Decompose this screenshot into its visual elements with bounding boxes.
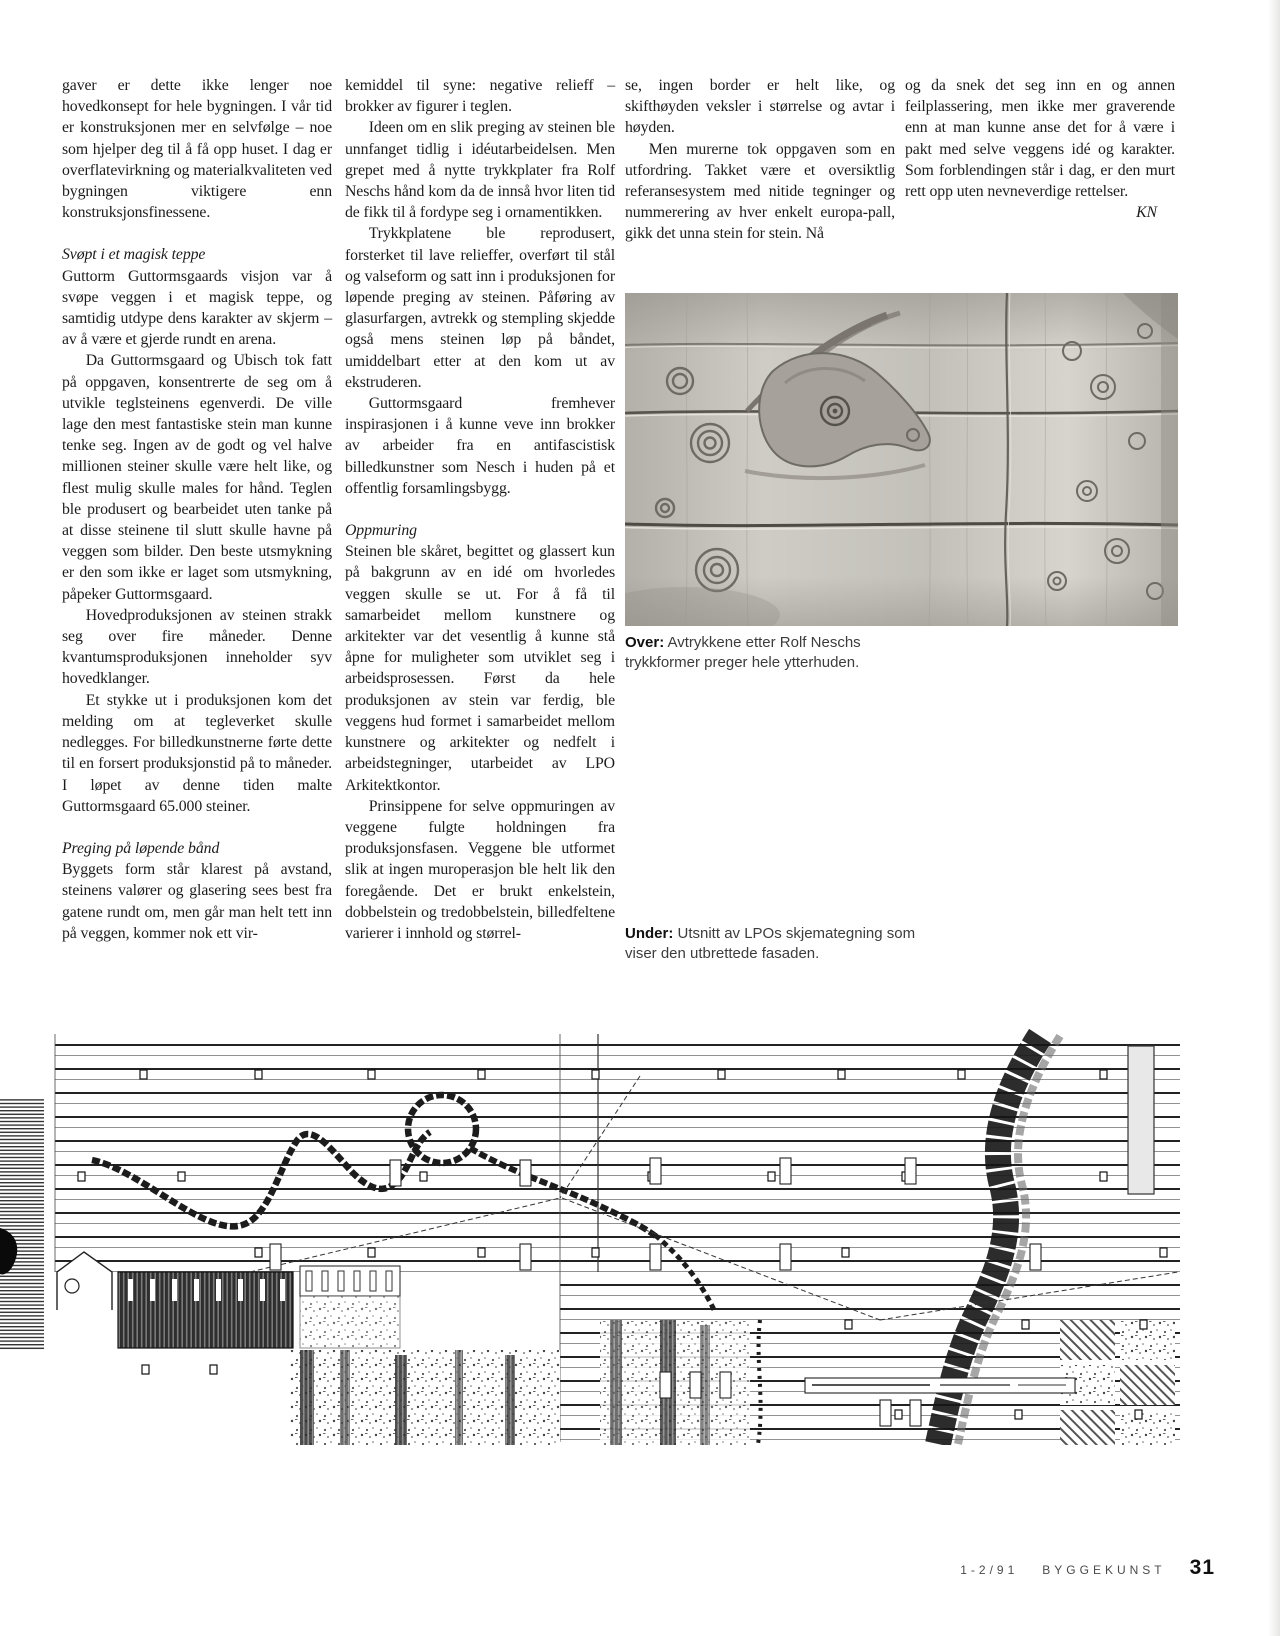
text-column-3 xyxy=(625,75,895,245)
relief-photo xyxy=(625,293,1178,626)
caption-over-text: Avtrykkene etter Rolf Neschs trykkformer preger hele ytterhuden. xyxy=(625,634,861,671)
section-heading: Oppmuring xyxy=(345,522,417,540)
caption-over-label: Over: xyxy=(625,634,665,651)
footer-issue: 1-2/91 xyxy=(960,1563,1019,1577)
paragraph: Byggets form står klarest på avstand, steinens valører og glasering sees best fra gatene rundt om, men går man helt tett inn på veggen, kommer nok ett vir- xyxy=(62,861,332,942)
paragraph: Et stykke ut i produksjonen kom det melding om at tegleverket skulle nedlegges. For billedkunstnerne førte dette til en forsert produksjonstid på to måneder. I løpet av denne tiden malte Guttormsgaard 65.000 steiner. xyxy=(62,691,332,815)
text-column-1 xyxy=(62,75,332,944)
caption-under xyxy=(625,924,925,964)
paragraph: kemiddel til syne: negative relieff – brokker av figurer i teglen. xyxy=(345,77,615,116)
paragraph: og da snek det seg inn en og annen feilplassering, men ikke mer graverende enn at man kunne anse det for å være i pakt med selve veggens idé og karakter. Som forblendingen står i dag, er den murt rett opp uten nevneverdige rettelser. xyxy=(905,77,1175,201)
annotation-plaque xyxy=(805,1378,1075,1393)
text-column-2 xyxy=(345,75,615,944)
caption-under-label: Under: xyxy=(625,925,674,942)
section-heading: Preging på løpende bånd xyxy=(62,839,220,857)
facade-schematic-drawing xyxy=(0,1020,1180,1445)
paragraph: Prinsippene for selve oppmuringen av veggene fulgte holdningen fra produksjonsfasen. Veggene ble utformet slik at ingen muroperasjon ble helt lik den foregående. Det er brukt enkelstein, dobbelstein og tredobbelstein, billedfeltene varierer i innhold og størrel- xyxy=(345,797,615,942)
paragraph: se, ingen border er helt like, og skifthøyden veksler i størrelse og avtar i høyden. xyxy=(625,77,895,137)
caption-over xyxy=(625,633,925,673)
footer-magazine-title: BYGGEKUNST xyxy=(1042,1563,1166,1577)
paragraph: Guttorm Guttormsgaards visjon var å svøpe veggen i et magisk teppe, og samtidig utdype dens karakter av skjerm – av å være et gjerde rundt en arena. xyxy=(62,267,332,349)
paragraph: Hovedproduksjonen av steinen strakk seg over fire måneder. Denne kvantumsproduksjonen inneholder syv hovedklanger. xyxy=(62,606,332,688)
scan-edge-shadow xyxy=(1268,0,1280,1636)
facade-drawing-image xyxy=(0,1020,1180,1445)
author-initials: KN xyxy=(1136,204,1157,222)
tower-element xyxy=(1128,1046,1154,1194)
section-heading: Svøpt i et magisk teppe xyxy=(62,246,206,264)
footer-page-number: 31 xyxy=(1189,1556,1215,1579)
paragraph: Steinen ble skåret, begittet og glassert kun på bakgrunn av en idé om hvorledes veggen skulle se ut. For å få til samarbeidet mellom kunstnere og arkitekter var det vesentlig å kunne stå åpne for muligheter som utviklet seg i arbeidsprosessen. Først da hele produksjonen av stein var ferdig, ble veggens hud formet i samarbeidet mellom kunstnere og arkitekter og nedfelt i arbeidstegninger, utarbeidet av LPO Arkitektkontor. xyxy=(345,543,615,794)
paragraph: Da Guttormsgaard og Ubisch tok fatt på oppgaven, konsentrerte de seg om å utvikle teglsteinens egenverdi. De ville lage den mest fantastiske stein man kunne tenke seg. Ingen av de godt og vel halve millionen steiner skulle være helt like, og flest mulig skulle males for hånd. Teglen ble produsert og bearbeidet uten tanke på at disse steinene til slutt skulle havne på veggen som bilder. Den beste utsmykning er den som ikke er laget som utsmykning, påpeker Guttormsgaard. xyxy=(62,352,332,603)
left-legend-strip xyxy=(0,1098,44,1350)
paragraph: gaver er dette ikke lenger noe hovedkonsept for hele bygningen. I vår tid er konstruksjonen mer en selvfølge – noe som hjelper deg til å få opp huset. I dag er overflatevirkning og materialkvaliteten ved bygningen viktigere enn konstruksjonsfinessene. xyxy=(62,77,332,222)
page-footer xyxy=(880,1556,1215,1580)
paragraph: Ideen om en slik preging av steinen ble unnfanget tidlig i idéutarbeidelsen. Men grepet med å nytte trykkplater fra Rolf Neschs hånd kom da de innså hvor liten tid de fikk til å fordype seg i ornamentikken. xyxy=(345,119,615,222)
paragraph: Guttormsgaard fremhever inspirasjonen i å kunne veve inn brokker av arbeider fra en antifascistisk billedkunstner som Nesch i huden på et offentlig forsamlingsbygg. xyxy=(345,395,615,497)
paragraph: Men murerne tok oppgaven som en utfordring. Takket være et oversiktlig referansesystem med nitide tegninger og nummerering av hver enkelt europa-pall, gikk det unna stein for stein. Nå xyxy=(625,140,895,243)
caption-under-text: Utsnitt av LPOs skjemategning som viser den utbrettede fasaden. xyxy=(625,925,916,962)
relief-photo-image xyxy=(625,293,1178,626)
text-column-4 xyxy=(905,75,1175,223)
paragraph: Trykkplatene ble reprodusert, forsterket til lave relieffer, overført til stål og valseform og satt inn i produksjonen for løpende preging av steinen. Påføring av glasurfargen, avtrekk og stempling skjedde også mens steinen løp på båndet, umiddelbart etter at den kom ut av ekstruderen. xyxy=(345,225,615,391)
